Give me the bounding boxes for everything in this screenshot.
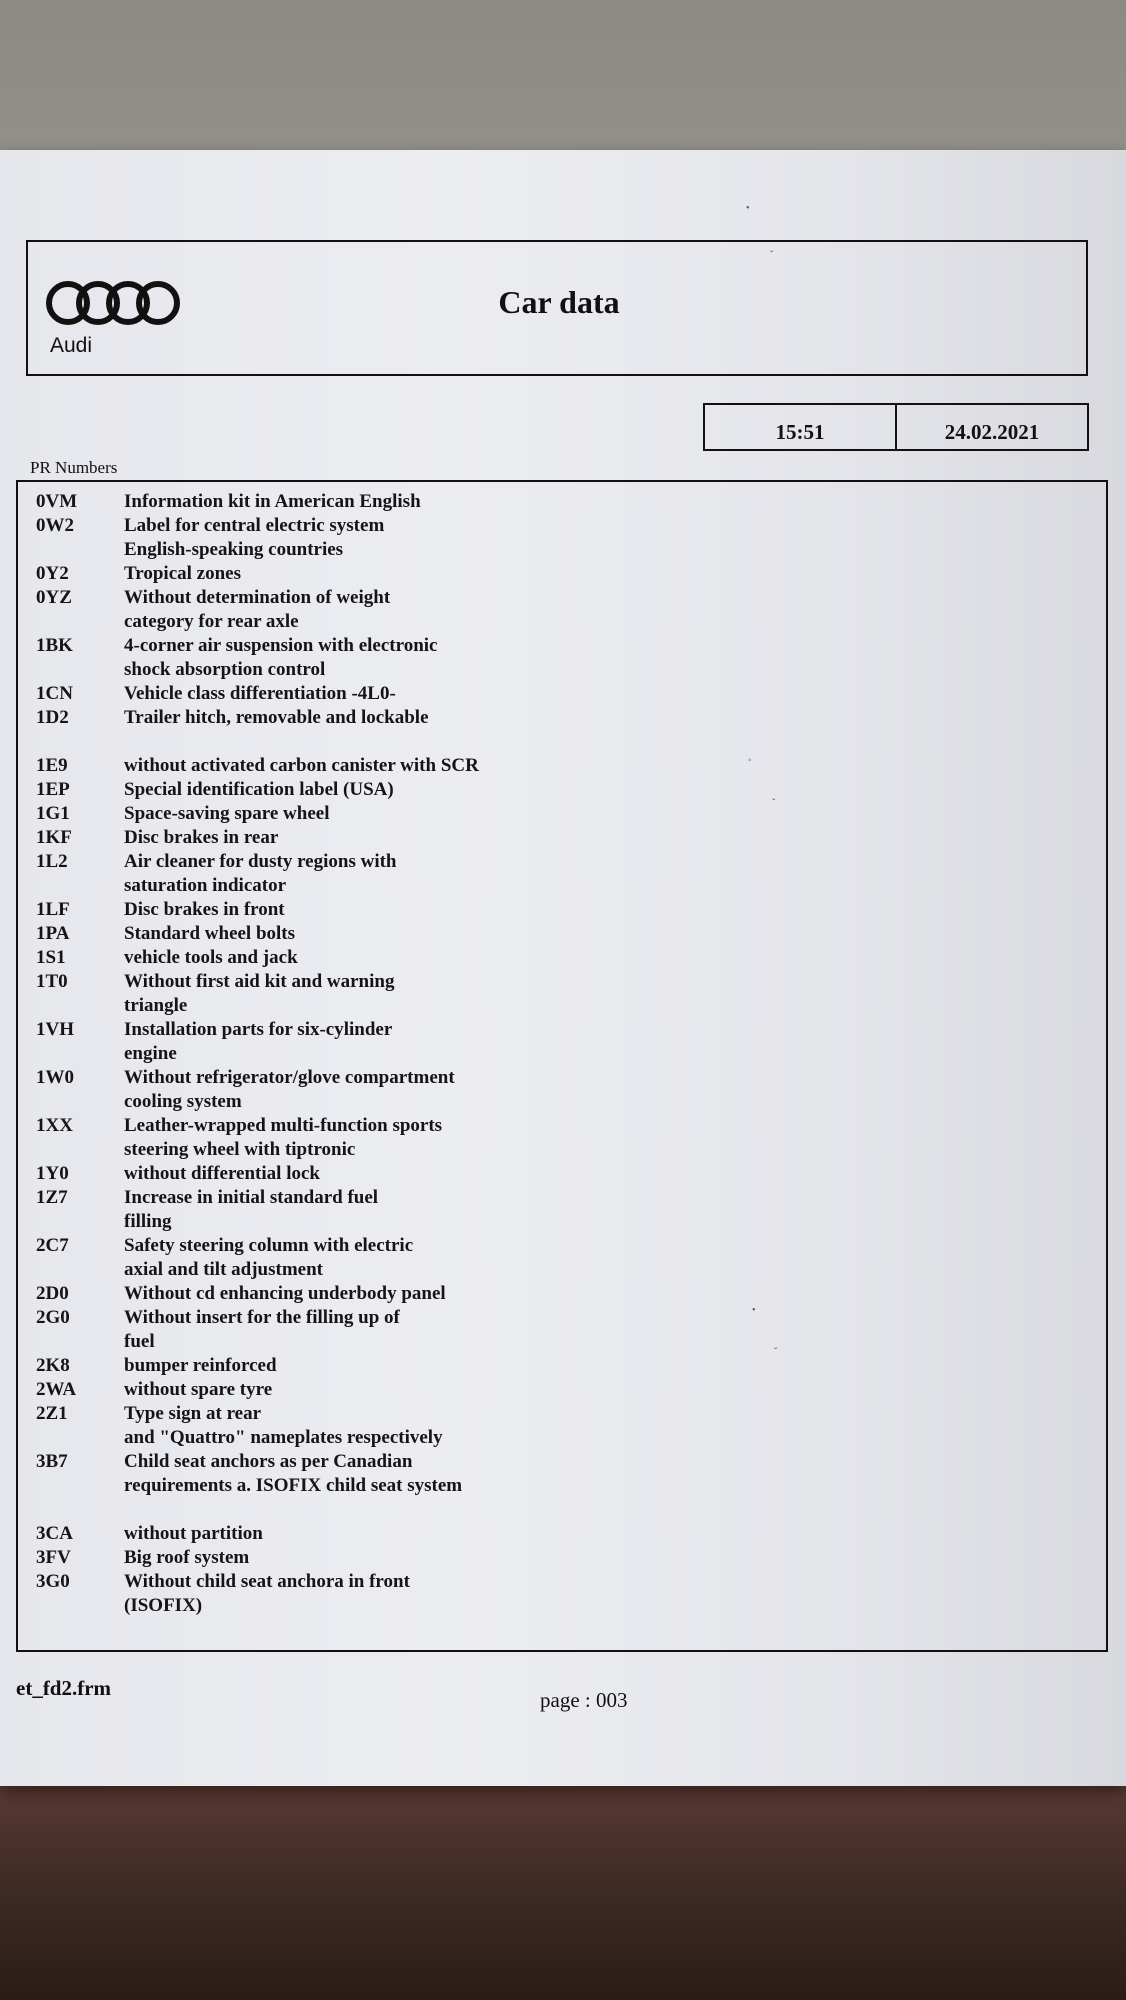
- pr-description: Disc brakes in rear: [124, 827, 279, 848]
- pr-code: 3G0: [36, 1571, 70, 1592]
- pr-code: 2D0: [36, 1283, 69, 1304]
- speck-mark: •: [746, 203, 750, 214]
- pr-code: 3CA: [36, 1523, 73, 1544]
- pr-row: [36, 1066, 1086, 1114]
- pr-row: [36, 634, 1086, 682]
- pr-description: without partition: [124, 1523, 263, 1544]
- pr-row: [36, 970, 1086, 1018]
- pr-code: 1XX: [36, 1115, 73, 1136]
- pr-row: [36, 1450, 1086, 1498]
- pr-code: 1Y0: [36, 1163, 69, 1184]
- pr-code: 1E9: [36, 755, 68, 776]
- pr-code: 1CN: [36, 683, 73, 704]
- pr-description: Disc brakes in front: [124, 899, 285, 920]
- print-time: 15:51: [775, 420, 825, 444]
- pr-row: [36, 1186, 1086, 1234]
- pr-code: 0Y2: [36, 563, 69, 584]
- timestamp-box: [703, 403, 1089, 451]
- pr-code: 1VH: [36, 1019, 74, 1040]
- pr-description: Big roof system: [124, 1547, 250, 1568]
- pr-description: Installation parts for six-cylinder engine: [124, 1019, 393, 1064]
- pr-numbers-list: [36, 490, 1086, 1618]
- speck-mark: ˇ: [774, 1347, 778, 1358]
- pr-description: Without refrigerator/glove compartment cooling system: [124, 1067, 455, 1112]
- form-id: et_fd2.frm: [16, 1676, 112, 1700]
- pr-description: Safety steering column with electric axial and tilt adjustment: [124, 1235, 414, 1280]
- pr-description: Label for central electric system English-speaking countries: [124, 515, 385, 560]
- pr-row: [36, 706, 1086, 730]
- pr-row: [36, 850, 1086, 898]
- pr-row: [36, 1570, 1086, 1618]
- pr-code: 1BK: [36, 635, 73, 656]
- pr-description: Type sign at rear and "Quattro" nameplates respectively: [124, 1403, 443, 1448]
- pr-code: 0VM: [36, 491, 78, 512]
- pr-row: [36, 514, 1086, 562]
- section-label: PR Numbers: [30, 458, 118, 477]
- pr-description: without activated carbon canister with SCR: [124, 755, 479, 776]
- pr-row: [36, 754, 1086, 778]
- pr-row: [36, 1546, 1086, 1570]
- pr-description: Without first aid kit and warning triangle: [124, 971, 395, 1016]
- pr-description: without differential lock: [124, 1163, 320, 1184]
- pr-description: 4-corner air suspension with electronic shock absorption control: [124, 635, 438, 680]
- pr-description: Special identification label (USA): [124, 779, 394, 800]
- pr-code: 1KF: [36, 827, 72, 848]
- pr-row: [36, 1018, 1086, 1066]
- pr-row: [36, 1306, 1086, 1354]
- pr-code: 2WA: [36, 1379, 77, 1400]
- pr-description: Tropical zones: [124, 563, 241, 584]
- pr-row: [36, 1402, 1086, 1450]
- pr-description: Without determination of weight category for rear axle: [124, 587, 391, 632]
- pr-row: [36, 490, 1086, 514]
- speck-mark: ◦: [748, 755, 752, 766]
- pr-code: 2Z1: [36, 1403, 68, 1424]
- pr-code: 1PA: [36, 923, 70, 944]
- pr-code: 1LF: [36, 899, 70, 920]
- pr-description: Without child seat anchora in front (ISOFIX): [124, 1571, 410, 1616]
- pr-code: 1L2: [36, 851, 68, 872]
- pr-description: Without insert for the filling up of fuel: [124, 1307, 400, 1352]
- pr-code: 0YZ: [36, 587, 72, 608]
- pr-code: 1S1: [36, 947, 66, 968]
- pr-description: Space-saving spare wheel: [124, 803, 330, 824]
- pr-description: bumper reinforced: [124, 1355, 277, 1376]
- pr-row: [36, 562, 1086, 586]
- pr-code: 1D2: [36, 707, 69, 728]
- pr-row: [36, 946, 1086, 970]
- pr-code: 2K8: [36, 1355, 70, 1376]
- pr-row: [36, 1378, 1086, 1402]
- pr-row: [36, 1354, 1086, 1378]
- pr-description: Standard wheel bolts: [124, 923, 296, 944]
- background-surface: [0, 1780, 1126, 2000]
- pr-row: [36, 586, 1086, 634]
- page-number: page : 003: [540, 1688, 628, 1712]
- pr-description: Child seat anchors as per Canadian requirements a. ISOFIX child seat system: [124, 1451, 463, 1496]
- speck-mark: •: [752, 1305, 756, 1316]
- pr-row: [36, 1282, 1086, 1306]
- pr-code: 0W2: [36, 515, 74, 536]
- pr-description: Increase in initial standard fuel filling: [124, 1187, 379, 1232]
- pr-row: [36, 1522, 1086, 1546]
- pr-description: Air cleaner for dusty regions with saturation indicator: [124, 851, 397, 896]
- pr-description: without spare tyre: [124, 1379, 273, 1400]
- pr-code: 2G0: [36, 1307, 70, 1328]
- speck-mark: ˇ: [770, 250, 774, 261]
- document-title: Car data: [498, 284, 620, 320]
- pr-description: Vehicle class differentiation -4L0-: [124, 683, 396, 704]
- brand-name: Audi: [50, 334, 93, 357]
- pr-row: [36, 778, 1086, 802]
- pr-code: 1Z7: [36, 1187, 68, 1208]
- pr-description: Leather-wrapped multi-function sports steering wheel with tiptronic: [124, 1115, 443, 1160]
- pr-row: [36, 682, 1086, 706]
- pr-description: Without cd enhancing underbody panel: [124, 1283, 446, 1304]
- pr-code: 1W0: [36, 1067, 74, 1088]
- document-header: [26, 240, 1088, 376]
- pr-row: [36, 802, 1086, 826]
- pr-code: 3B7: [36, 1451, 68, 1472]
- pr-numbers-list-box: [16, 480, 1108, 1652]
- speck-mark: ˇ: [772, 798, 776, 809]
- pr-code: 3FV: [36, 1547, 71, 1568]
- pr-row: [36, 1162, 1086, 1186]
- pr-row: [36, 1234, 1086, 1282]
- pr-row: [36, 826, 1086, 850]
- pr-description: Trailer hitch, removable and lockable: [124, 707, 429, 728]
- pr-code: 1EP: [36, 779, 70, 800]
- pr-code: 1T0: [36, 971, 68, 992]
- pr-row: [36, 922, 1086, 946]
- pr-row: [36, 898, 1086, 922]
- pr-code: 1G1: [36, 803, 70, 824]
- pr-description: Information kit in American English: [124, 491, 421, 512]
- pr-row: [36, 1114, 1086, 1162]
- print-date: 24.02.2021: [895, 405, 1087, 449]
- pr-description: vehicle tools and jack: [124, 947, 298, 968]
- pr-code: 2C7: [36, 1235, 69, 1256]
